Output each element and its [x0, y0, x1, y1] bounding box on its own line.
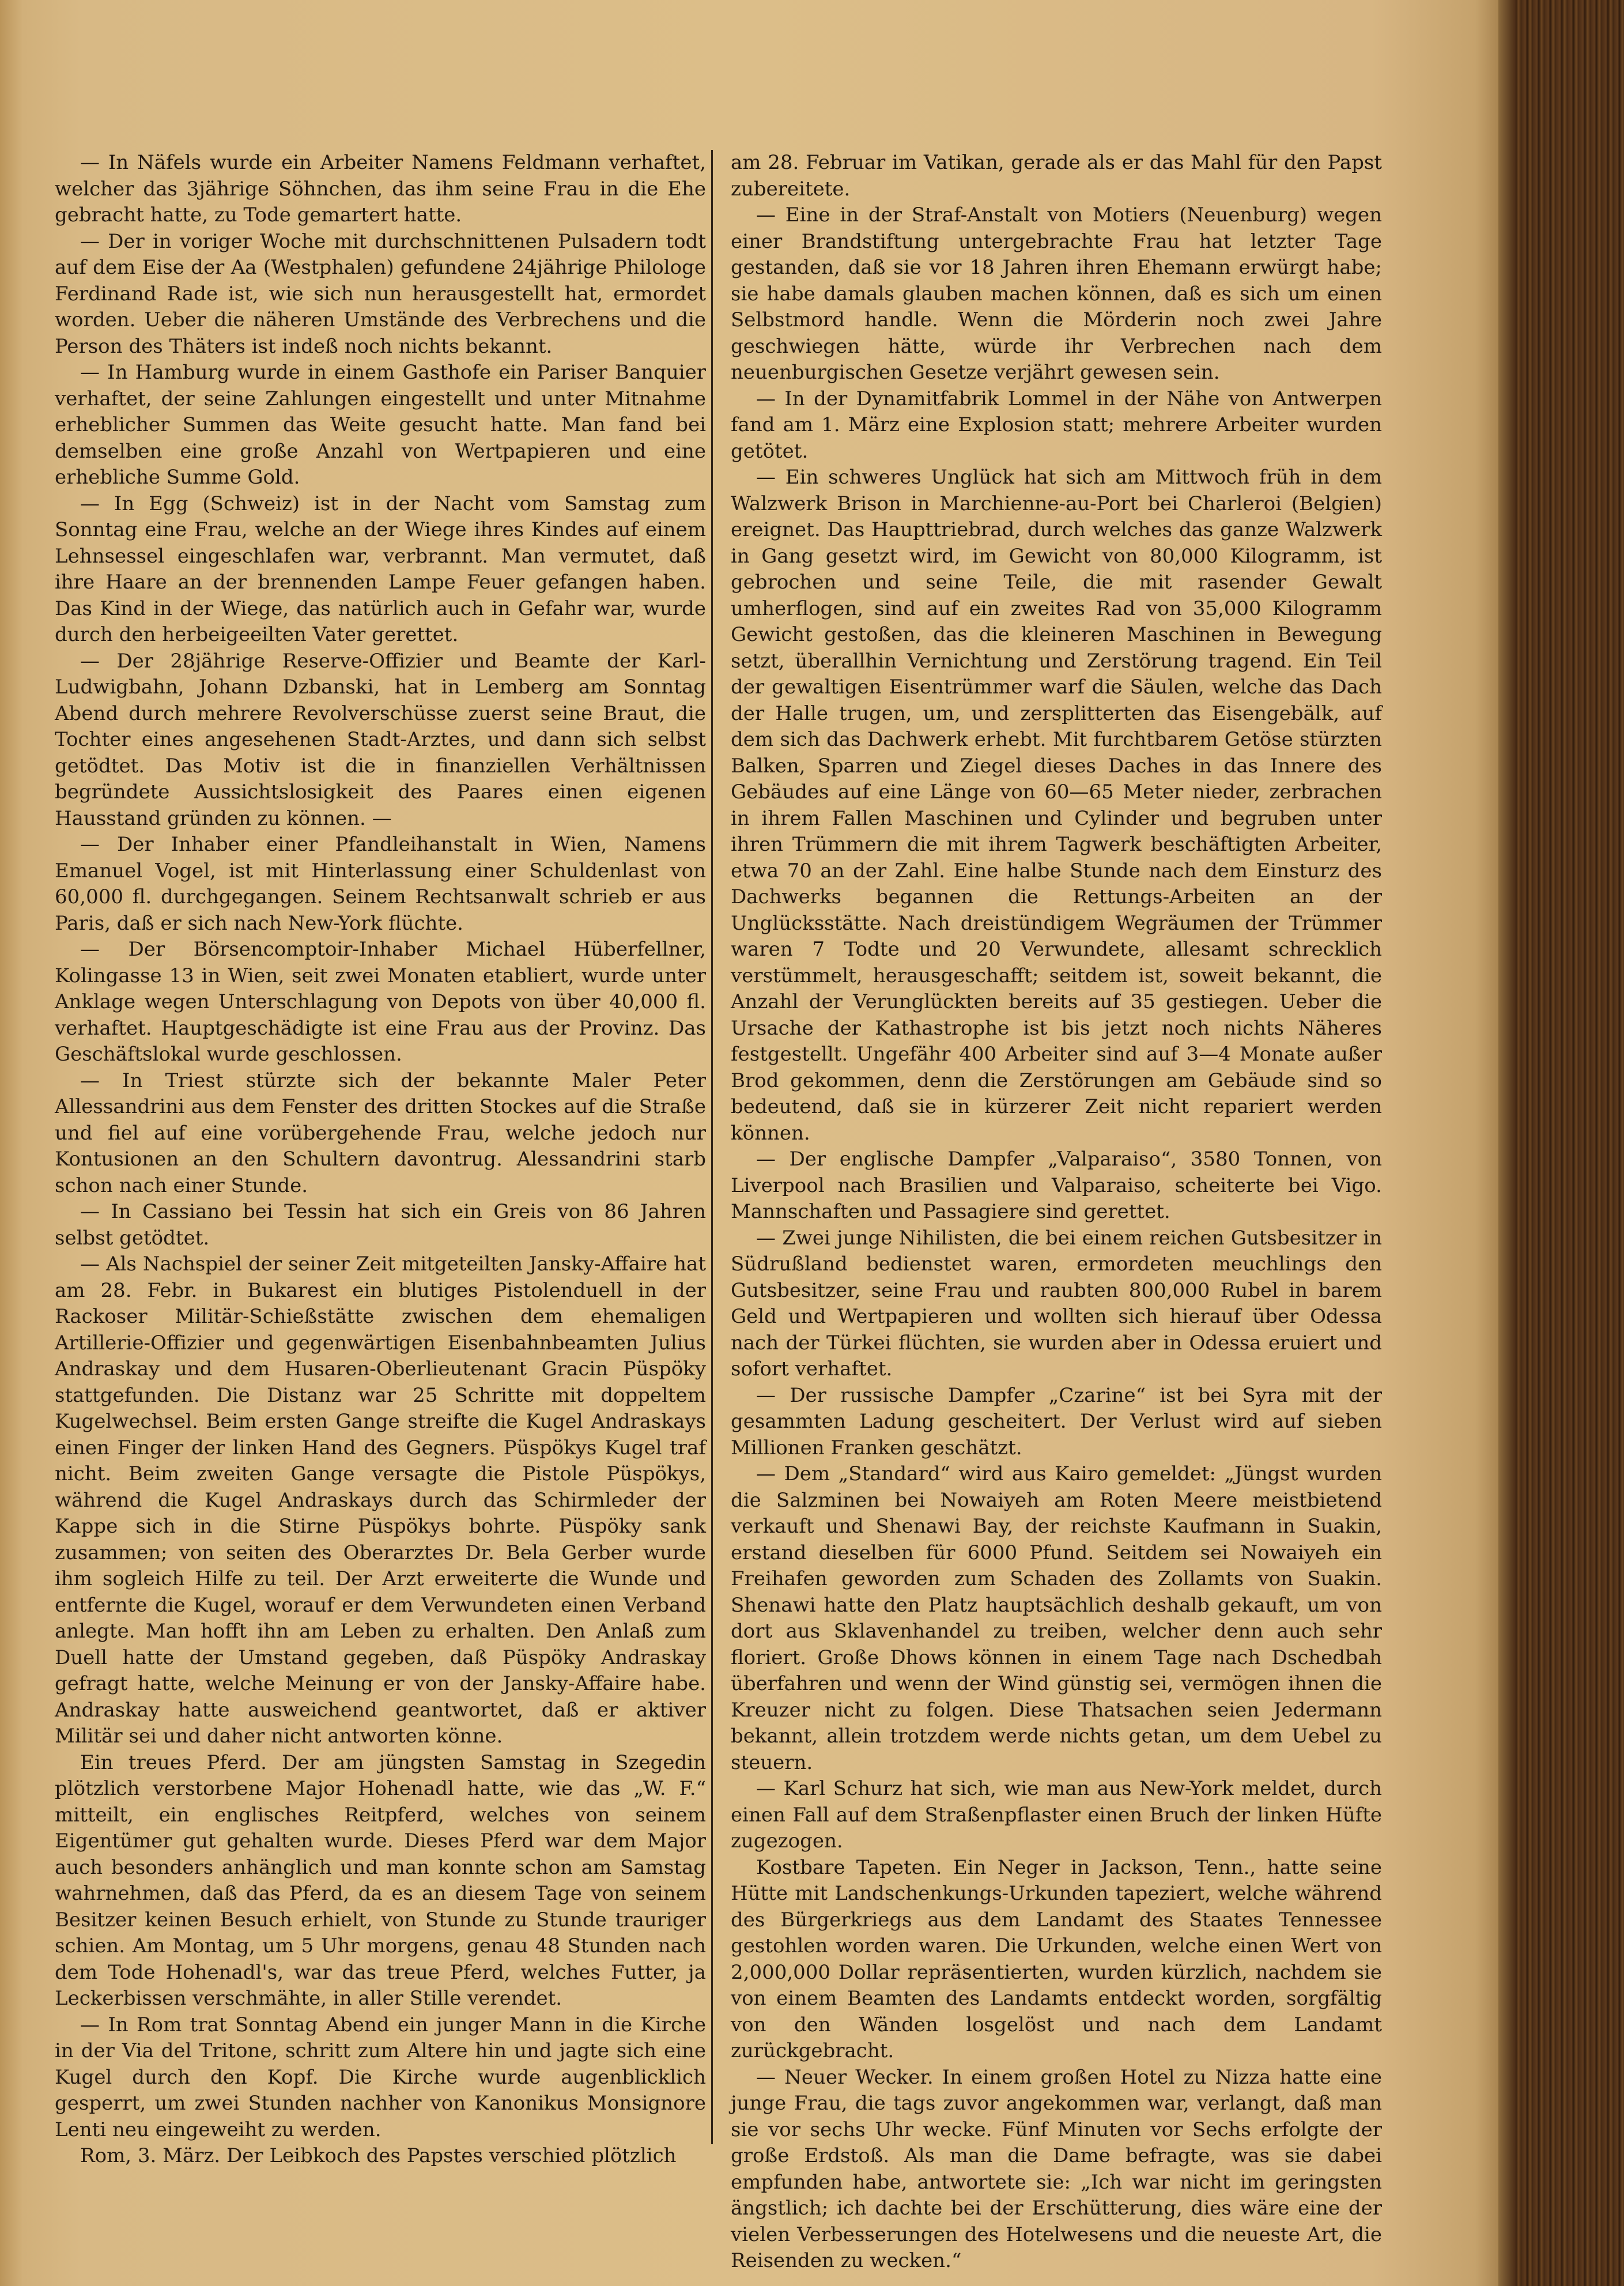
article-cassiano: — In Cassiano bei Tessin hat sich ein Greis von 86 Jahren selbst getödtet. [55, 1200, 706, 1250]
article-rom-kirche: — In Rom trat Sonntag Abend ein junger Mann in die Kirche in der Via del Tritone, schritt zum Altere hin und jagte sich eine Kugel durch den Kopf. Die Kirche wurde augenblicklich gesperrt, um zwei Stunden nachher von Kanonikus Monsignore Lenti neu eingeweiht zu werden. [55, 2013, 706, 2141]
right-column [731, 150, 1382, 2272]
article-hamburg: — In Hamburg wurde in einem Gasthofe ein Pariser Banquier verhaftet, der seine Zahlungen eingestellt und unter Mitnahme erheblicher Summen das Weite gesucht hatte. Man fand bei demselben eine große Anzahl von Wertpapieren und eine erhebliche Summe Gold. [55, 361, 706, 489]
article-valparaiso: — Der englische Dampfer „Valparaiso“, 3580 Tonnen, von Liverpool nach Brasilien und Valparaiso, scheiterte bei Vigo. Mannschaften und Passagiere sind gerettet. [731, 1148, 1382, 1223]
article-kairo: — Dem „Standard“ wird aus Kairo gemeldet: „Jüngst wurden die Salzminen bei Nowaiyeh am Roten Meere meistbietend verkauft und Shenawi Bay, der reichste Kaufmann in Suakin, erstand dieselben für 6000 Pfund. Seitdem sei Nowaiyeh ein Freihafen geworden zum Schaden des Zollamts von Suakin. Shenawi hatte den Platz hauptsächlich deshalb gekauft, um von dort aus Sklavenhandel zu treiben, welcher denn auch sehr floriert. Große Dhows können in einem Tage nach Dschedbah überfahren und wenn der Wind günstig sei, vermögen ihnen die Kreuzer nicht zu folgen. Diese Thatsachen seien Jedermann bekannt, allein trotzdem werde nichts getan, um dem Uebel zu steuern. [731, 1462, 1382, 1774]
article-motiers: — Eine in der Straf-Anstalt von Motiers (Neuenburg) wegen einer Brandstiftung untergebrachte Frau hat letzter Tage gestanden, daß sie vor 18 Jahren ihren Ehemann erwürgt habe; sie habe damals glauben machen können, daß es sich um einen Selbstmord handle. Wenn die Mörderin noch zwei Jahre geschwiegen hätte, würde ihr Verbrechen nach dem neuenburgischen Gesetze verjährt gewesen sein. [731, 203, 1382, 384]
article-philologe-rade: — Der in voriger Woche mit durchschnittenen Pulsadern todt auf dem Eise der Aa (Westphalen) gefundene 24jährige Philologe Ferdinand Rade ist, wie sich nun herausgestellt hat, ermordet worden. Ueber die näheren Umstände des Verbrechens und die Person des Thäters ist indeß noch nichts bekannt. [55, 229, 706, 358]
article-bukarest-duell: — Als Nachspiel der seiner Zeit mitgeteilten Jansky-Affaire hat am 28. Febr. in Bukarest ein blutiges Pistolenduell in der Rackoser Militär-Schießstätte zwischen dem ehemaligen Artillerie-Offizier und gegenwärtigen Eisenbahnbeamten Julius Andraskay und dem Husaren-Oberlieutenant Gracin Püspöky stattgefunden. Die Distanz war 25 Schritte mit doppeltem Kugelwechsel. Beim ersten Gange streifte die Kugel Andraskays einen Finger der linken Hand des Gegners. Püspökys Kugel traf nicht. Beim zweiten Gange versagte die Pistole Püspökys, während die Kugel Andraskays durch das Schirmleder der Kappe sich in die Stirne Püspökys bohrte. Püspöky sank zusammen; von seiten des Oberarztes Dr. Bela Gerber wurde ihm sogleich Hilfe zu teil. Der Arzt erweiterte die Wunde und entfernte die Kugel, worauf er dem Verwundeten einen Verband anlegte. Man hofft ihn am Leben zu erhalten. Den Anlaß zum Duell hatte der Umstand gegeben, daß Püspöky Andraskay gefragt hatte, welche Meinung er von der Jansky-Affaire habe. Andraskay hatte ausweichend geantwortet, daß er aktiver Militär sei und daher nicht antworten könne. [55, 1253, 706, 1748]
article-lemberg: — Der 28jährige Reserve-Offizier und Beamte der Karl-Ludwigbahn, Johann Dzbanski, hat in Lemberg am Sonntag Abend durch mehrere Revolverschüsse zuerst seine Braut, die Tochter eines angesehenen Stadt-Arztes, und dann sich selbst getödtet. Das Motiv ist die in finanziellen Verhältnissen begründete Aussichtslosigkeit des Paares einen eigenen Hausstand gründen zu können. — [55, 649, 706, 830]
article-antwerpen: — In der Dynamitfabrik Lommel in der Nähe von Antwerpen fand am 1. März eine Explosion statt; mehrere Arbeiter wurden getötet. [731, 387, 1382, 463]
article-triest: — In Triest stürzte sich der bekannte Maler Peter Allessandrini aus dem Fenster des dritten Stockes auf die Straße und fiel auf eine vorübergehende Frau, welche jedoch nur Kontusionen an den Schultern davontrug. Alessandrini starb schon nach einer Stunde. [55, 1069, 706, 1197]
article-wien-vogel: — Der Inhaber einer Pfandleihanstalt in Wien, Namens Emanuel Vogel, ist mit Hinterlassung einer Schuldenlast von 60,000 fl. durchgegangen. Seinem Rechtsanwalt schrieb er aus Paris, daß er sich nach New-York flüchte. [55, 833, 706, 935]
article-naefels: — In Näfels wurde ein Arbeiter Namens Feldmann verhaftet, welcher das 3jährige Söhnchen, das ihm seine Frau in die Ehe gebracht hatte, zu Tode gemartert hatte. [55, 151, 706, 227]
article-czarine: — Der russische Dampfer „Czarine“ ist bei Syra mit der gesammten Ladung gescheitert. Der Verlust wird auf sieben Millionen Franken geschätzt. [731, 1383, 1382, 1459]
article-neuer-wecker: — Neuer Wecker. In einem großen Hotel zu Nizza hatte eine junge Frau, die tags zuvor angekommen war, verlangt, daß man sie vor sechs Uhr wecke. Fünf Minuten vor Sechs erfolgte der große Erdstoß. Als man die Dame befragte, was sie dabei empfunden habe, antwortete sie: „Ich war nicht im geringsten ängstlich; ich dachte bei der Erschütterung, dies wäre eine der vielen Verbesserungen des Hotelwesens und die neueste Art, die Reisenden zu wecken.“ [731, 2065, 1382, 2272]
article-schurz: — Karl Schurz hat sich, wie man aus New-York meldet, durch einen Fall auf dem Straßenpflaster einen Bruch der linken Hüfte zugezogen. [731, 1777, 1382, 1853]
article-treues-pferd: Ein treues Pferd. Der am jüngsten Samstag in Szegedin plötzlich verstorbene Major Hohenadl hatte, wie das „W. F.“ mitteilt, ein englisches Reitpferd, welches von seinem Eigentümer gut gehalten wurde. Dieses Pferd war dem Major auch besonders anhänglich und man konnte schon am Samstag wahrnehmen, daß das Pferd, da es an diesem Tage von seinem Besitzer keinen Besuch erhielt, von Stunde zu Stunde trauriger schien. Am Montag, um 5 Uhr morgens, genau 48 Stunden nach dem Tode Hohenadl's, war das treue Pferd, welches Futter, ja Leckerbissen verschmähte, in aller Stille verendet. [55, 1751, 706, 2010]
article-rom-leibkoch: Rom, 3. März. Der Leibkoch des Papstes verschied plötzlich [80, 2144, 677, 2167]
article-egg: — In Egg (Schweiz) ist in der Nacht vom Samstag zum Sonntag eine Frau, welche an der Wiege ihres Kindes auf einem Lehnsessel eingeschlafen war, verbrannt. Man vermutet, daß ihre Haare an der brennenden Lampe Feuer gefangen haben. Das Kind in der Wiege, das natürlich auch in Gefahr war, wurde durch den herbeigeeilten Vater gerettet. [55, 492, 706, 646]
article-rom-leibkoch-continued: am 28. Februar im Vatikan, gerade als er das Mahl für den Papst zubereitete. [731, 151, 1382, 201]
article-suedrussland: — Zwei junge Nihilisten, die bei einem reichen Gutsbesitzer in Südrußland bedienstet waren, ermordeten meuchlings den Gutsbesitzer, seine Frau und raubten 800,000 Rubel in barem Geld und Wertpapieren und wollten sich hierauf über Odessa nach der Türkei flüchten, sie wurden aber in Odessa eruiert und sofort verhaftet. [731, 1226, 1382, 1380]
column-divider [711, 150, 713, 2144]
article-kostbare-tapeten: Kostbare Tapeten. Ein Neger in Jackson, Tenn., hatte seine Hütte mit Landschenkungs-Urkunden tapeziert, welche während des Bürgerkriegs aus dem Landamt des Staates Tennessee gestohlen worden waren. Die Urkunden, welche einen Wert von 2,000,000 Dollar repräsentierten, wurden kürzlich, nachdem sie von einem Beamten des Landamts entdeckt worden, sorgfältig von den Wänden losgelöst und nach dem Landamt zurückgebracht. [731, 1855, 1382, 2062]
book-spine [1498, 0, 1624, 2286]
left-column [55, 150, 706, 2167]
article-charleroi: — Ein schweres Unglück hat sich am Mittwoch früh in dem Walzwerk Brison in Marchienne-au-Port bei Charleroi (Belgien) ereignet. Das Haupttriebrad, durch welches das ganze Walzwerk in Gang gesetzt wird, im Gewicht von 80,000 Kilogramm, ist gebrochen und seine Teile, die mit rasender Gewalt umherflogen, sind auf ein zweites Rad von 35,000 Kilogramm Gewicht gestoßen, das die kleineren Maschinen in Bewegung setzt, überallhin Vernichtung und Zerstörung tragend. Ein Teil der gewaltigen Eisentrümmer warf die Säulen, welche das Dach der Halle trugen, um, und zersplitterten das Eisengebälk, auf dem sich das Dachwerk erhebt. Mit furchtbarem Getöse stürzten Balken, Sparren und Ziegel dieses Daches in das Innere des Gebäudes auf eine Länge von 60—65 Meter nieder, zerbrachen in ihrem Fallen Maschinen und Cylinder und begruben unter ihren Trümmern die mit ihrem Tagwerk beschäftigten Arbeiter, etwa 70 an der Zahl. Eine halbe Stunde nach dem Einsturz des Dachwerks begannen die Rettungs-Arbeiten an der Unglücksstätte. Nach dreistündigem Wegräumen der Trümmer waren 7 Todte und 20 Verwundete, allesamt schrecklich verstümmelt, herausgeschafft; seitdem ist, soweit bekannt, die Anzahl der Verunglückten bereits auf 35 gestiegen. Ueber die Ursache der Kathastrophe ist bis jetzt noch nichts Näheres festgestellt. Ungefähr 400 Arbeiter sind auf 3—4 Monate außer Brod gekommen, denn die Zerstörungen am Gebäude sind so bedeutend, daß sie in kürzerer Zeit nicht repariert werden können. [731, 466, 1382, 1145]
article-wien-hueberfellner: — Der Börsencomptoir-Inhaber Michael Hüberfellner, Kolingasse 13 in Wien, seit zwei Monaten etabliert, wurde unter Anklage wegen Unterschlagung von Depots von über 40,000 fl. verhaftet. Hauptgeschädigte ist eine Frau aus der Provinz. Das Geschäftslokal wurde geschlossen. [55, 938, 706, 1066]
